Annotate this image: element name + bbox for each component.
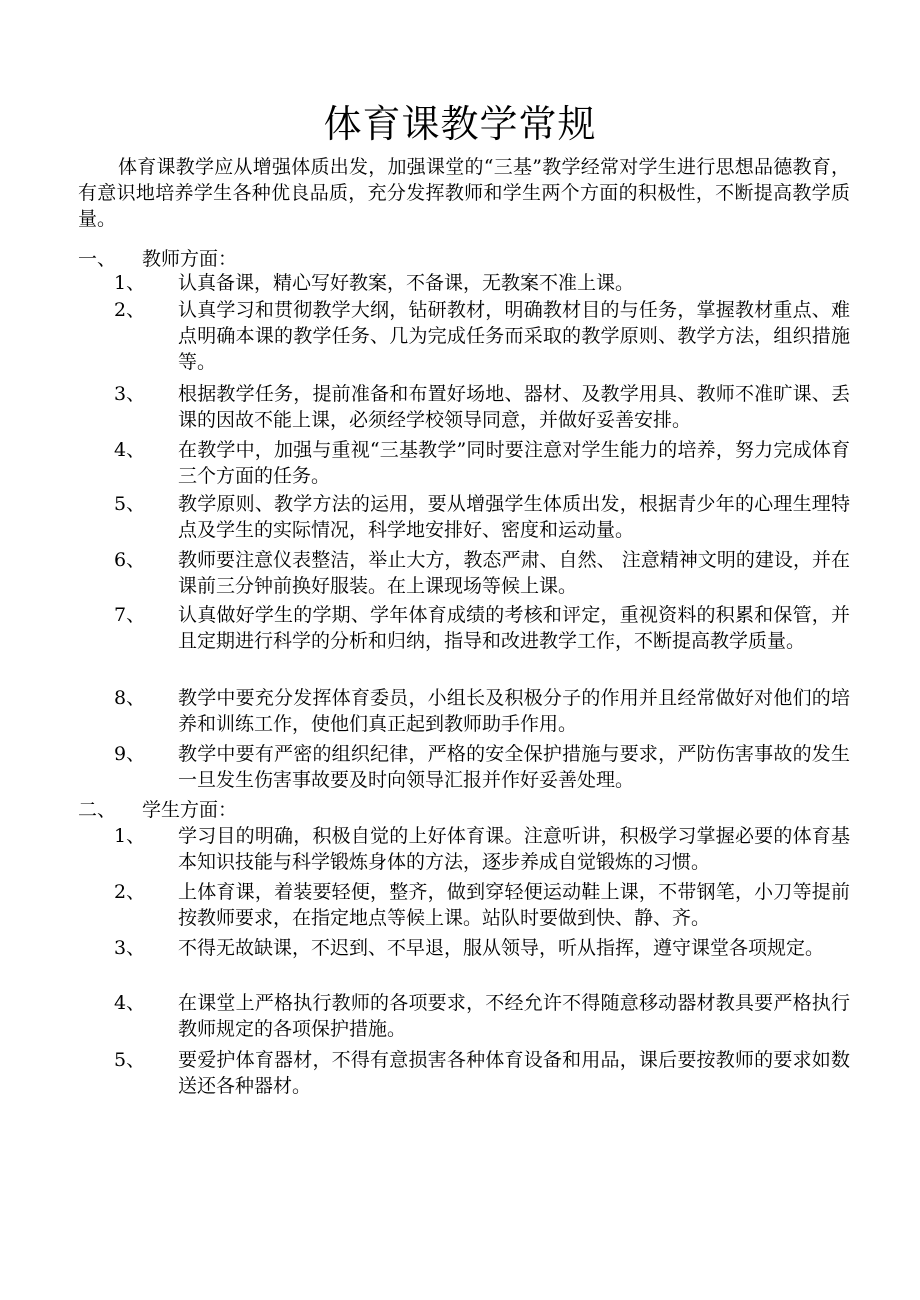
item-number: 5、 — [114, 1049, 146, 1071]
list-item — [114, 741, 850, 793]
list-item — [114, 270, 850, 296]
section-title: 学生方面： — [142, 799, 238, 821]
section-heading-teacher — [78, 246, 850, 272]
item-text: 在教学中，加强与重视“三基教学”同时要注意对学生能力的培养，努力完成体育三个方面的任务。 — [178, 439, 850, 487]
section-heading-student — [78, 797, 850, 823]
item-text: 认真做好学生的学期、学年体育成绩的考核和评定，重视资料的积累和保管，并且定期进行科学的分析和归纳，指导和改进教学工作，不断提高教学质量。 — [178, 604, 850, 652]
item-text: 教学原则、教学方法的运用，要从增强学生体质出发，根据青少年的心理生理特点及学生的实际情况，科学地安排好、密度和运动量。 — [178, 493, 850, 541]
item-text: 认真备课，精心写好教案，不备课，无教案不准上课。 — [178, 272, 635, 294]
item-number: 8、 — [114, 687, 146, 709]
list-item — [114, 685, 850, 737]
intro-paragraph: 体育课教学应从增强体质出发，加强课堂的“三基”教学经常对学生进行思想品德教育，有意识地培养学生各种优良品质，充分发挥教师和学生两个方面的积极性，不断提高教学质量。 — [78, 156, 850, 230]
item-text: 不得无故缺课，不迟到、不早退，服从领导，听从指挥，遵守课堂各项规定。 — [178, 937, 825, 959]
section-title: 教师方面： — [142, 248, 238, 270]
item-number: 3、 — [114, 937, 146, 959]
item-number: 1、 — [114, 272, 146, 294]
item-number: 5、 — [114, 493, 146, 515]
item-number: 4、 — [114, 439, 146, 461]
list-item — [114, 990, 850, 1042]
item-number: 4、 — [114, 992, 146, 1014]
page-title: 体育课教学常规 — [323, 102, 597, 146]
item-text: 教学中要充分发挥体育委员，小组长及积极分子的作用并且经常做好对他们的培养和训练工作，使他们真正起到教师助手作用。 — [178, 687, 850, 735]
section-number: 一、 — [78, 248, 117, 270]
list-item — [114, 1047, 850, 1099]
list-item — [114, 879, 850, 931]
item-text: 要爱护体育器材，不得有意损害各种体育设备和用品，课后要按教师的要求如数送还各种器材。 — [178, 1049, 850, 1097]
section-number: 二、 — [78, 799, 117, 821]
item-number: 3、 — [114, 383, 146, 405]
item-number: 1、 — [114, 825, 146, 847]
item-text: 教学中要有严密的组织纪律，严格的安全保护措施与要求，严防伤害事故的发生一旦发生伤害事故要及时向领导汇报并作好妥善处理。 — [178, 743, 850, 791]
item-number: 6、 — [114, 549, 146, 571]
list-item — [114, 823, 850, 875]
item-text: 认真学习和贯彻教学大纲，钻研教材，明确教材目的与任务，掌握教材重点、难点明确本课的教学任务、几为完成任务而采取的教学原则、教学方法，组织措施等。 — [178, 299, 850, 373]
item-text: 上体育课，着装要轻便，整齐，做到穿轻便运动鞋上课，不带钢笔，小刀等提前按教师要求，在指定地点等候上课。站队时要做到快、静、齐。 — [178, 881, 850, 929]
list-item — [114, 602, 850, 654]
item-text: 教师要注意仪表整洁，举止大方，教态严肃、自然、 注意精神文明的建设，并在课前三分钟前换好服装。在上课现场等候上课。 — [178, 549, 850, 597]
item-number: 2、 — [114, 881, 146, 903]
item-number: 2、 — [114, 299, 146, 321]
list-item — [114, 547, 850, 599]
item-text: 根据教学任务，提前准备和布置好场地、器材、及教学用具、教师不准旷课、丢课的因故不能上课，必须经学校领导同意，并做好妥善安排。 — [178, 383, 850, 431]
item-text: 学习目的明确，积极自觉的上好体育课。注意听讲，积极学习掌握必要的体育基本知识技能与科学锻炼身体的方法，逐步养成自觉锻炼的习惯。 — [178, 825, 850, 873]
item-number: 9、 — [114, 743, 146, 765]
list-item — [114, 437, 850, 489]
list-item — [114, 297, 850, 375]
list-item — [114, 935, 850, 961]
list-item — [114, 381, 850, 433]
item-number: 7、 — [114, 604, 146, 626]
item-text: 在课堂上严格执行教师的各项要求，不经允许不得随意移动器材教具要严格执行教师规定的各项保护措施。 — [178, 992, 850, 1040]
list-item — [114, 491, 850, 543]
